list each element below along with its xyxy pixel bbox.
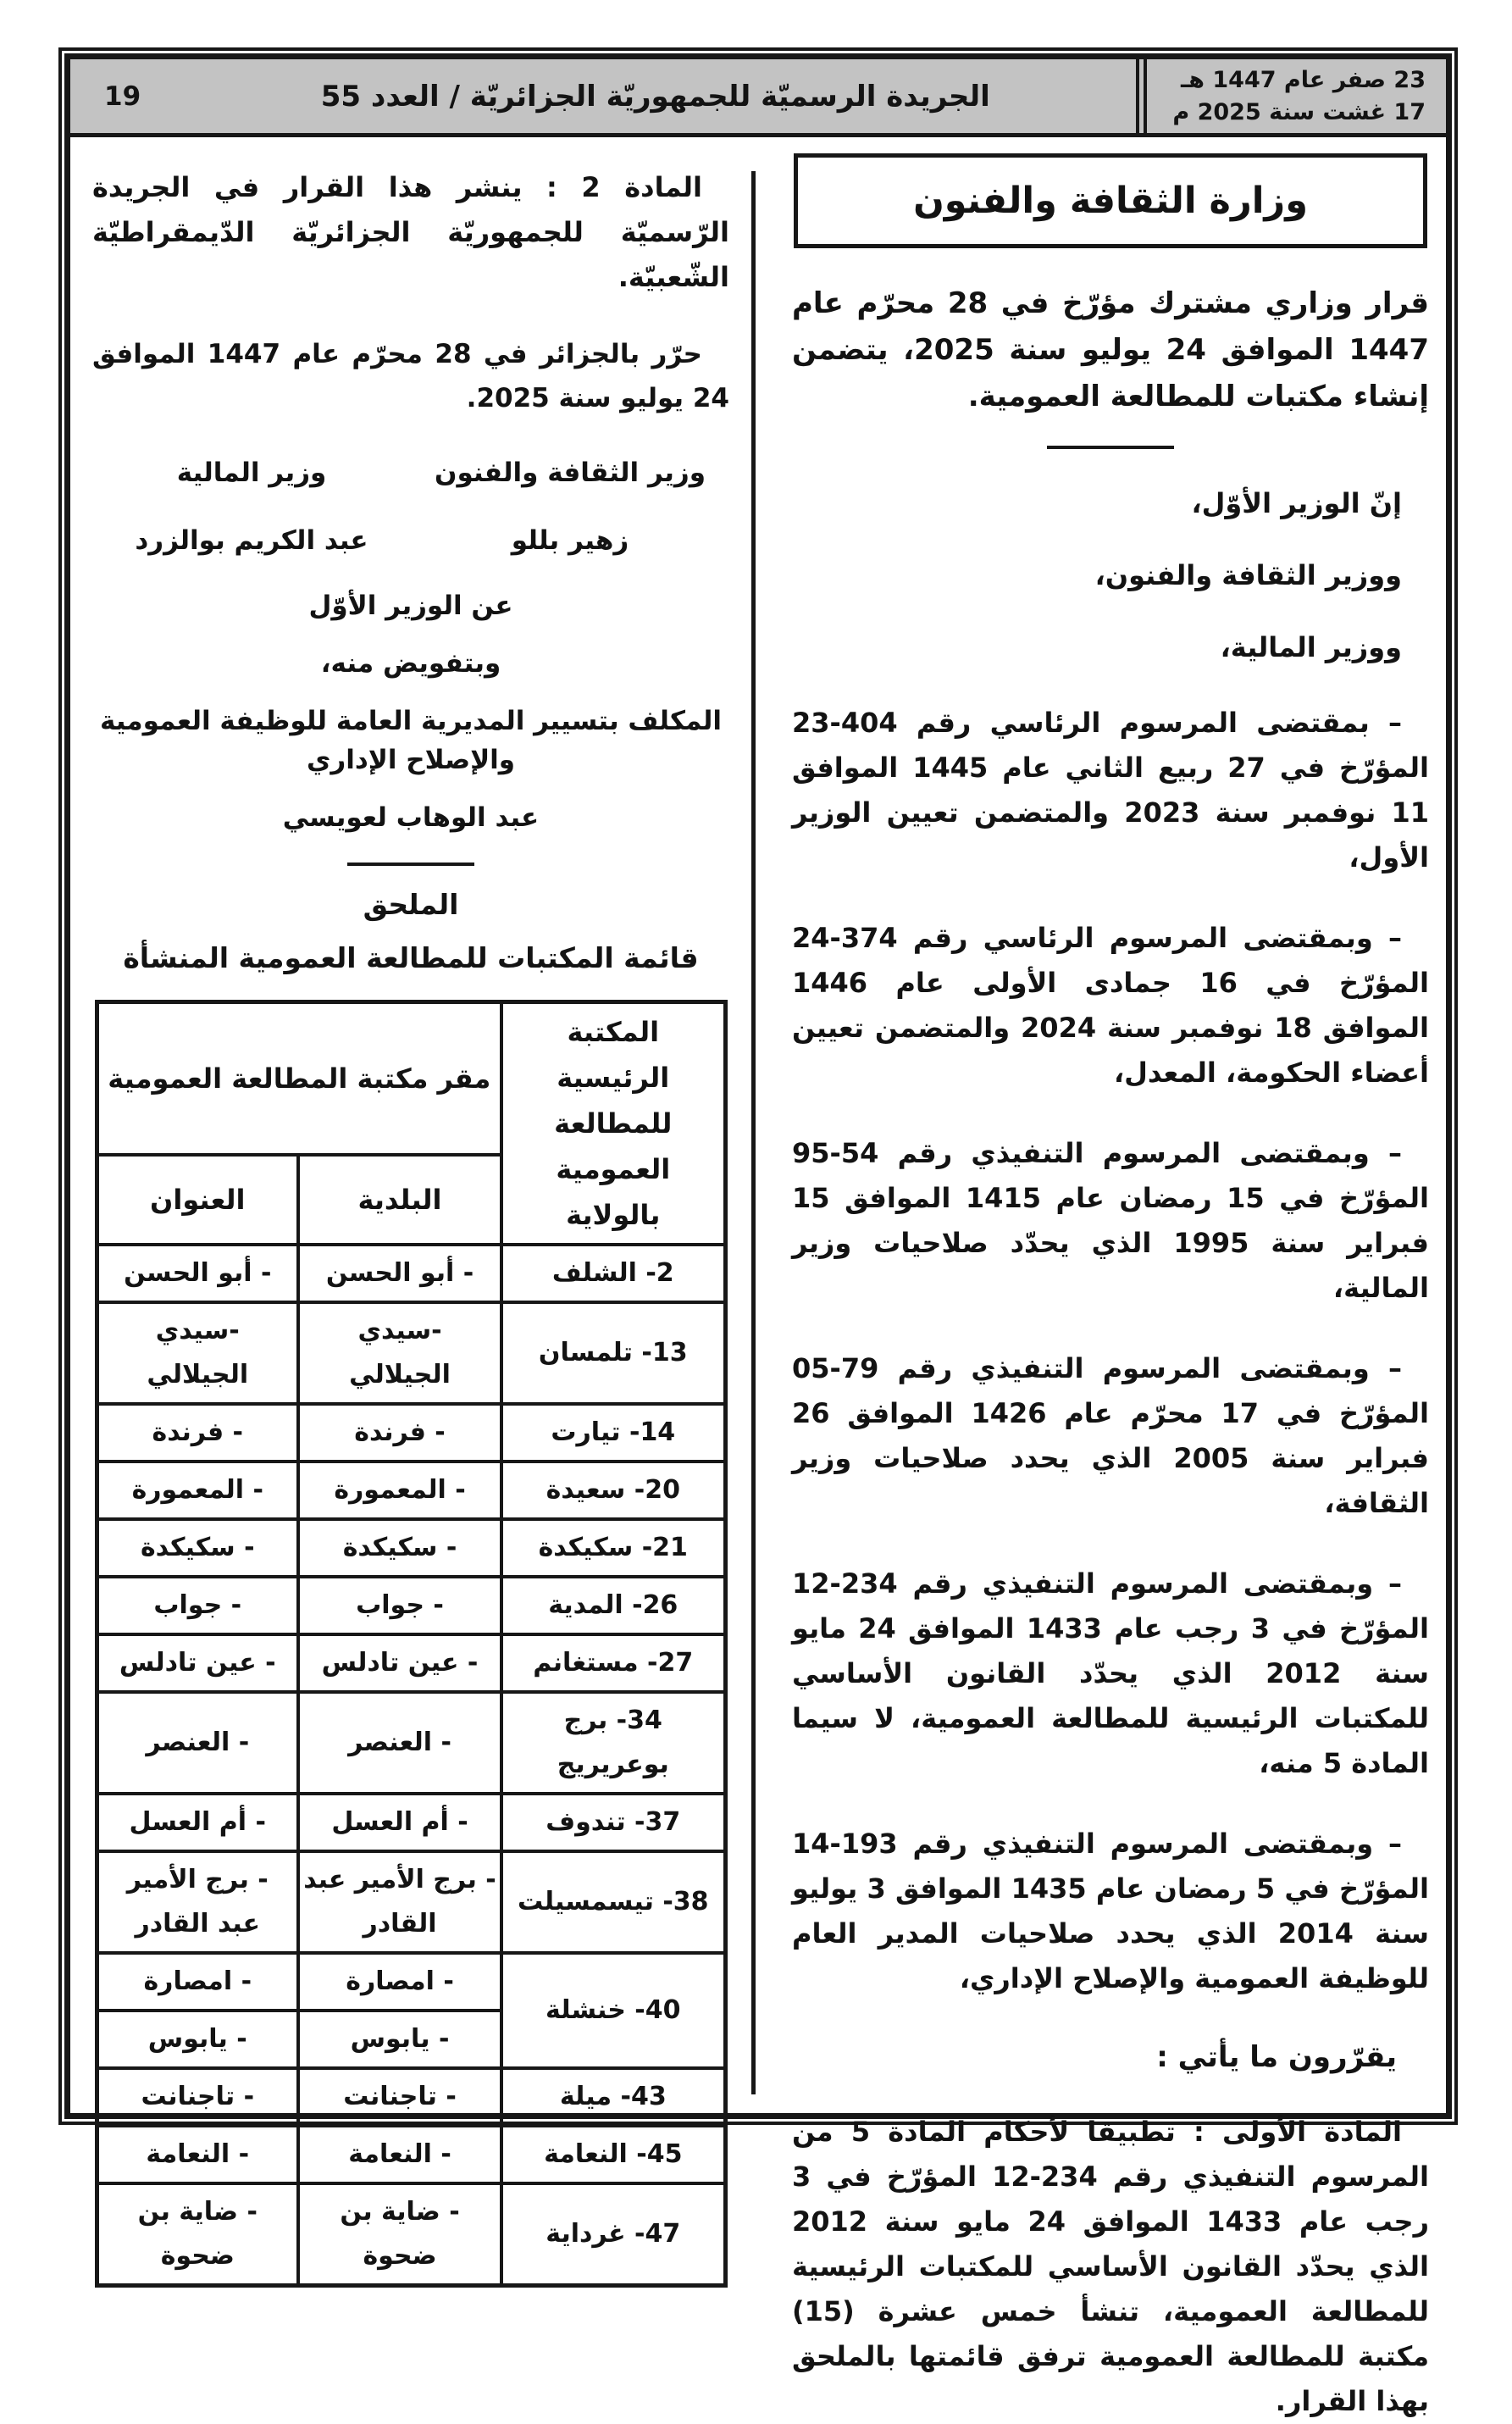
decree-intro: قرار وزاري مشترك مؤرّخ في 28 محرّم عام 1447 الموافق 24 يوليو سنة 2025، يتضمن إنشاء مكتبات للمطالعة العمومية. xyxy=(792,286,1429,413)
table-row xyxy=(97,2183,725,2286)
cell-wilaya: 45- النعامة xyxy=(501,2126,725,2183)
cell-commune: - أم العسل xyxy=(298,1794,501,1851)
table-row xyxy=(97,1302,725,1404)
cell-wilaya: 20- سعيدة xyxy=(501,1462,725,1519)
annex-table xyxy=(95,1000,728,2288)
cell-commune: - جواب xyxy=(298,1577,501,1634)
date-gregorian: 17 غشت سنة 2025 م xyxy=(1172,99,1426,125)
table-row xyxy=(97,1692,725,1794)
journal-title: الجريدة الرسميّة للجمهوريّة الجزائريّة / العدد 55 xyxy=(320,79,990,114)
table-row xyxy=(97,1953,725,2011)
delegation-line: عن الوزير الأوّل xyxy=(308,591,513,621)
header-dates xyxy=(1136,59,1446,133)
cell-commune: - امصارة xyxy=(298,1953,501,2011)
cell-address: - النعامة xyxy=(97,2126,298,2183)
table-header-commune: البلدية xyxy=(298,1155,501,1245)
page-border xyxy=(58,47,1458,2417)
cell-address: -سيدي الجيلالي xyxy=(97,1302,298,1404)
cell-wilaya: 43- ميلة xyxy=(501,2068,725,2126)
separator-rule xyxy=(347,863,474,866)
article-1 xyxy=(792,2110,1429,2424)
cell-commune: - ضاية بن ضحوة xyxy=(298,2183,501,2286)
table-row xyxy=(97,1634,725,1692)
table-row xyxy=(97,2126,725,2183)
table-row xyxy=(97,1519,725,1577)
table-header-location: مقر مكتبة المطالعة العمومية xyxy=(97,1002,501,1155)
cell-address: - امصارة xyxy=(97,1953,298,2011)
cell-wilaya: 47- غرداية xyxy=(501,2183,725,2286)
cell-wilaya: 38- تيسمسيلت xyxy=(501,1851,725,1953)
table-header-address: العنوان xyxy=(97,1155,298,1245)
header-band xyxy=(70,59,1446,137)
column-right xyxy=(792,153,1429,2424)
page-content xyxy=(70,141,1446,2417)
cell-commune: - عين تادلس xyxy=(298,1634,501,1692)
article-1-label: المادة الأولى : xyxy=(1193,2116,1403,2148)
cell-commune: - برج الأمير عبد القادر xyxy=(298,1851,501,1953)
consideration-item: – وبمقتضى المرسوم الرئاسي رقم 374-24 المؤرّخ في 16 جمادى الأولى عام 1446 الموافق 18 نوفمبر سنة 2024 والمتضمن تعيين أعضاء الحكومة، المعدل، xyxy=(792,922,1430,1089)
consideration-item: – وبمقتضى المرسوم التنفيذي رقم 54-95 المؤرّخ في 15 رمضان عام 1415 الموافق 15 فبراير سنة 1995 الذي يحدّد صلاحيات وزير المالية، xyxy=(792,1137,1430,1304)
table-row xyxy=(97,1577,725,1634)
signature-finance-title: وزير المالية xyxy=(176,458,327,488)
preamble-line: ووزير الثقافة والفنون، xyxy=(1094,559,1402,591)
delegation-block xyxy=(92,586,729,837)
consideration-item: – وبمقتضى المرسوم التنفيذي رقم 193-14 المؤرّخ في 5 رمضان عام 1435 الموافق 3 يوليو سنة 2014 الذي يحدد صلاحيات المدير العام للوظيفة العمومية والإصلاح الإداري، xyxy=(792,1828,1430,1994)
cell-commune: - أبو الحسن xyxy=(298,1245,501,1302)
cell-commune: - المعمورة xyxy=(298,1462,501,1519)
delegation-line: وبتفويض منه، xyxy=(320,648,501,679)
annex-title: الملحق xyxy=(363,888,459,921)
consideration-item: – وبمقتضى المرسوم التنفيذي رقم 79-05 المؤرّخ في 17 محرّم عام 1426 الموافق 26 فبراير سنة 2005 الذي يحدد صلاحيات وزير الثقافة، xyxy=(792,1352,1430,1519)
consideration-item: – بمقتضى المرسوم الرئاسي رقم 404-23 المؤرّخ في 27 ربيع الثاني عام 1445 الموافق 11 نوفمبر سنة 2023 والمتضمن تعيين الوزير الأول، xyxy=(792,707,1430,874)
cell-wilaya: 14- تيارت xyxy=(501,1404,725,1462)
signatures xyxy=(92,458,729,556)
table-header-main-library: المكتبة الرئيسية للمطالعة العمومية بالولاية xyxy=(501,1002,725,1245)
article-2 xyxy=(92,165,729,300)
cell-address: - فرندة xyxy=(97,1404,298,1462)
delegation-signer-name: عبد الوهاب لعويسي xyxy=(282,802,540,833)
cell-wilaya: 21- سكيكدة xyxy=(501,1519,725,1577)
cell-address: - جواب xyxy=(97,1577,298,1634)
cell-wilaya: 34- برج بوعريريج xyxy=(501,1692,725,1794)
cell-address: - أبو الحسن xyxy=(97,1245,298,1302)
cell-commune: -سيدي الجيلالي xyxy=(298,1302,501,1404)
done-at: حرّر بالجزائر في 28 محرّم عام 1447 الموافق 24 يوليو سنة 2025. xyxy=(92,339,729,413)
cell-address: - سكيكدة xyxy=(97,1519,298,1577)
delegation-line: المكلف بتسيير المديرية العامة للوظيفة العمومية والإصلاح الإداري xyxy=(99,706,723,775)
table-row xyxy=(97,1404,725,1462)
signature-finance-name: عبد الكريم بوالزرد xyxy=(135,525,368,556)
signature-finance xyxy=(92,458,411,556)
cell-commune: - النعامة xyxy=(298,2126,501,2183)
annex-subtitle: قائمة المكتبات للمطالعة العمومية المنشأة xyxy=(123,941,699,974)
table-row xyxy=(97,1462,725,1519)
cell-address: - ضاية بن ضحوة xyxy=(97,2183,298,2286)
cell-wilaya: 13- تلمسان xyxy=(501,1302,725,1404)
table-row xyxy=(97,1851,725,1953)
preamble xyxy=(792,485,1429,665)
consideration-item: – وبمقتضى المرسوم التنفيذي رقم 234-12 المؤرّخ في 3 رجب عام 1433 الموافق 24 مايو سنة 2012 الذي يحدّد القانون الأساسي للمكتبات الرئيسية للمطالعة العمومية، لا سيما المادة 5 منه، xyxy=(792,1567,1430,1779)
cell-commune: - تاجنانت xyxy=(298,2068,501,2126)
cell-wilaya: 37- تندوف xyxy=(501,1794,725,1851)
signature-culture xyxy=(411,458,729,556)
cell-commune: - العنصر xyxy=(298,1692,501,1794)
date-hijri: 23 صفر عام 1447 هـ xyxy=(1181,67,1426,93)
cell-wilaya: 26- المدية xyxy=(501,1577,725,1634)
considerations xyxy=(792,701,1429,2001)
preamble-line: إنّ الوزير الأوّل، xyxy=(1191,487,1402,519)
cell-address: - برج الأمير عبد القادر xyxy=(97,1851,298,1953)
page-number: 19 xyxy=(104,80,141,112)
article-2-text: ينشر هذا القرار في الجريدة الرّسميّة للجمهوريّة الجزائريّة الدّيمقراطيّة الشّعبيّة. xyxy=(92,171,729,293)
article-2-label: المادة 2 : xyxy=(546,171,703,203)
column-divider xyxy=(751,171,756,2094)
cell-address: - عين تادلس xyxy=(97,1634,298,1692)
cell-wilaya: 40- خنشلة xyxy=(501,1953,725,2068)
cell-address: - العنصر xyxy=(97,1692,298,1794)
cell-commune: - سكيكدة xyxy=(298,1519,501,1577)
page-inner-border xyxy=(64,53,1452,2417)
cell-wilaya: 2- الشلف xyxy=(501,1245,725,1302)
cell-address: - المعمورة xyxy=(97,1462,298,1519)
table-row xyxy=(97,2068,725,2126)
signature-culture-name: زهير بللو xyxy=(511,525,629,556)
article-1-text: تطبيقا لأحكام المادة 5 من المرسوم التنفيذي رقم 234-12 المؤرّخ في 3 رجب عام 1433 الموافق 24 مايو سنة 2012 الذي يحدّد القانون الأساسي للمكتبات الرئيسية للمطالعة العمومية، تنشأ خمس عشرة (15) مكتبة للمطالعة العمومية ترفق قائمتها بالملحق بهذا القرار. xyxy=(792,2116,1430,2417)
column-left xyxy=(92,165,729,2288)
cell-address: - تاجنانت xyxy=(97,2068,298,2126)
decide-clause: يقرّرون ما يأتي : xyxy=(1156,2040,1397,2074)
cell-wilaya: 27- مستغانم xyxy=(501,1634,725,1692)
cell-commune: - فرندة xyxy=(298,1404,501,1462)
cell-commune: - يابوس xyxy=(298,2011,501,2068)
cell-address: - أم العسل xyxy=(97,1794,298,1851)
preamble-line: ووزير المالية، xyxy=(1220,631,1402,663)
separator-rule xyxy=(1047,446,1174,449)
ministry-heading-box: وزارة الثقافة والفنون xyxy=(794,153,1427,248)
table-row xyxy=(97,1794,725,1851)
table-row xyxy=(97,1245,725,1302)
cell-address: - يابوس xyxy=(97,2011,298,2068)
signature-culture-title: وزير الثقافة والفنون xyxy=(435,458,706,488)
